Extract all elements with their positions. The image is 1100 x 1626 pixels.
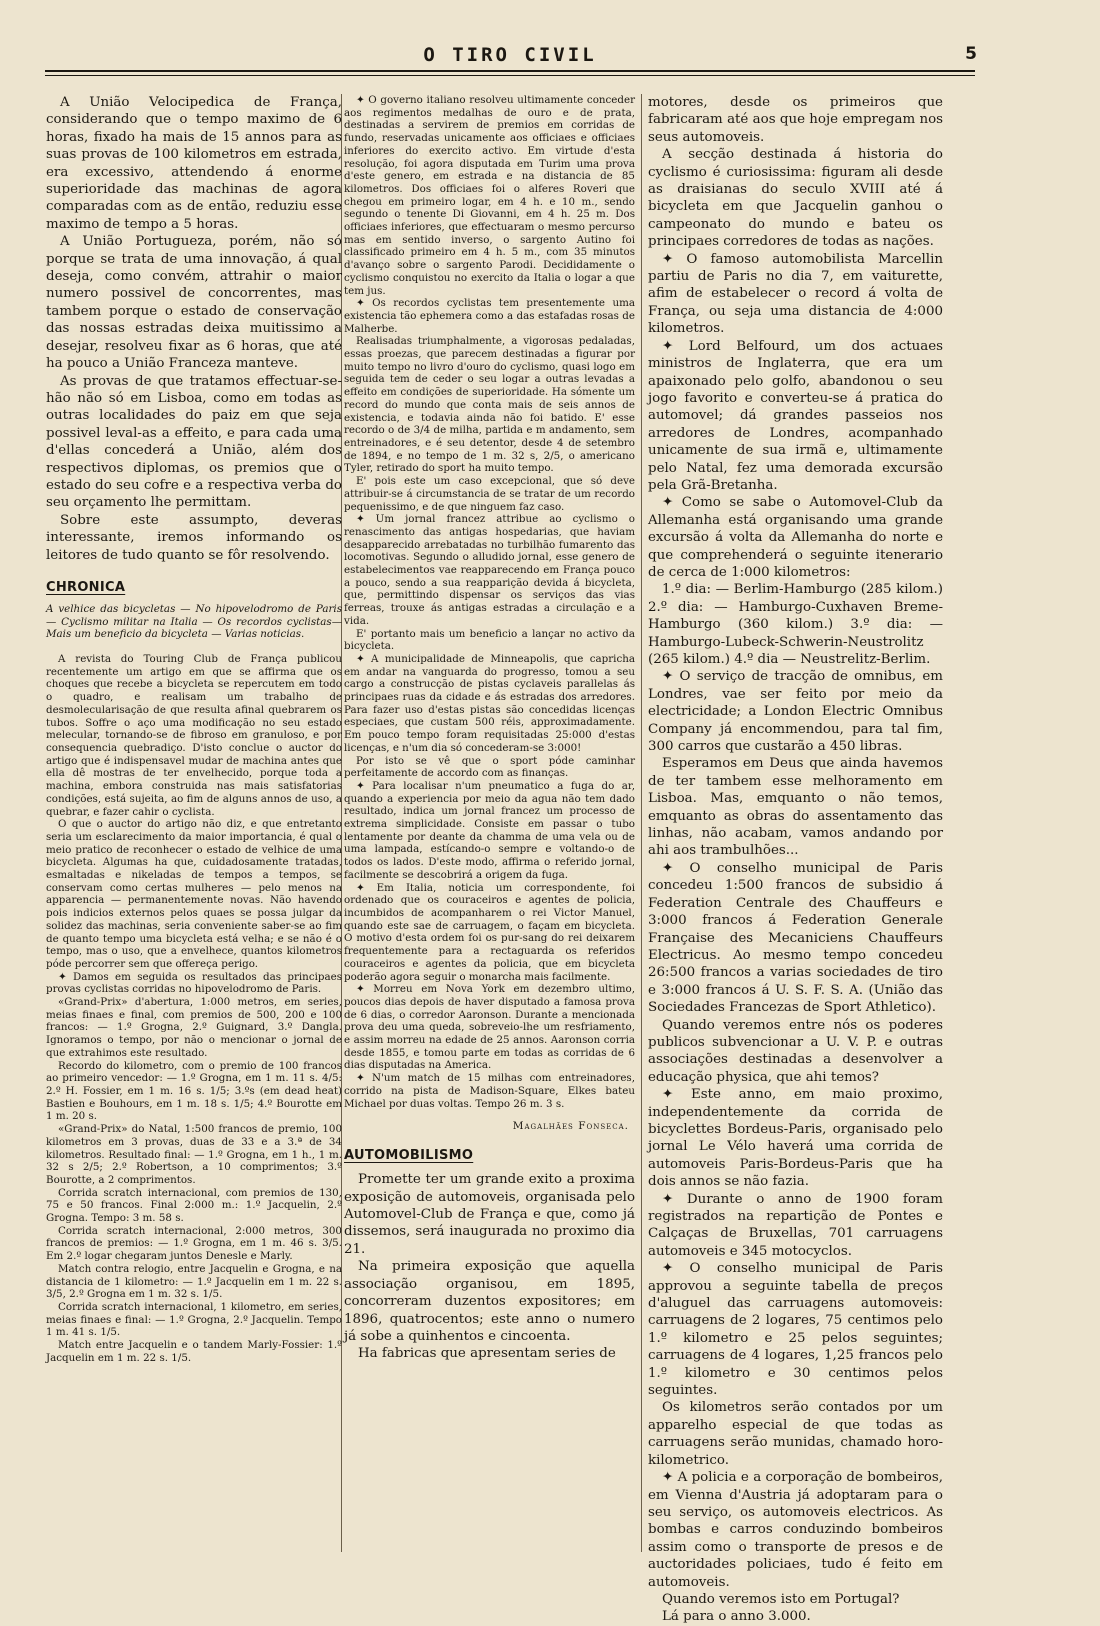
paragraph: As provas de que tratamos effectuar-se-hão não só em Lisboa, como em todas as outras localidades do paiz em que seja possivel leval-as a effeito, e para cada uma d'ellas concederá a União, além dos respectivos diplomas, os premios que o estado do seu cofre e a respectiva verba do seu orçamento lhe permittam. bbox=[46, 373, 342, 511]
paragraph: «Grand-Prix» do Natal, 1:500 francos de premio, 100 kilometros em 3 provas, duas de 33 e a 3.ª de 34 kilometros. Resultado final: — 1.º Grogna, em 1 h., 1 m. 32 s 2/5; 2.º Robertson, a 10 comprimentos; 3.º Bourotte, a 2 comprimentos. bbox=[46, 1123, 342, 1186]
paragraph: Esperamos em Deus que ainda havemos de ter tambem esse melhoramento em Lisboa. Mas, emquanto o não temos, emquanto as obras do assentamento das linhas, não acabam, vamos andando por ahi aos trambulhões... bbox=[648, 756, 943, 859]
paragraph: ✦ Durante o anno de 1900 foram registrados na repartição de Pontes e Calçaças de Bruxellas, 701 carruagens automoveis e 345 motocyclos. bbox=[648, 1191, 943, 1259]
paragraph: Corrida scratch internacional, 1 kilometro, em series, meias finaes e final: — 1.º Grogna, 2.º Jacquelin. Tempo 1 m. 41 s. 1/5. bbox=[46, 1300, 342, 1339]
paragraph: «Grand-Prix» d'abertura, 1:000 metros, em series, meias finaes e final, com premios de 500, 200 e 100 francos: — 1.º Grogna, 2.º Guignard, 3.º Dangla. Ignoramos o tempo, por não o mencionar o jornal de que extrahimos este resultado. bbox=[46, 996, 342, 1059]
paragraph: ✦ Em Italia, noticia um correspondente, foi ordenado que os couraceiros e agentes de policia, incumbidos de acompanharem o rei Victor Manuel, quando este sae de carruagem, o façam em bicycleta. O motivo d'esta ordem foi os pur-sang do rei deixarem frequentemente para a rectaguarda os referidos couraceiros e agentes da policia, que em bicycleta poderão agora seguir o monarcha mais facilmente. bbox=[344, 881, 635, 983]
paragraph: ✦ Um jornal francez attribue ao cyclismo o renascimento das antigas hospedarias, que haviam desapparecido arrebatadas no turbilhão fumarento das locomotivas. Segundo o alludido jornal, esse genero de estabelecimentos vae reapparecendo em França pouco a pouco, sendo a sua reapparição devida á bicycleta, que, permittindo dispensar os serviços das vias ferreas, trouxe ás antigas estradas a circulação e a vida. bbox=[344, 513, 635, 627]
paragraph: A União Portugueza, porém, não só porque se trata de uma innovação, á qual deseja, como convém, attrahir o maior numero possivel de concorrentes, mas tambem porque o estado de conservação das nossas estradas deixa muitissimo a desejar, resolveu fixar as 6 horas, que até ha pouco a União Franceza manteve. bbox=[46, 234, 342, 372]
paragraph: Sobre este assumpto, deveras interessante, iremos informando os leitores de tudo quanto se fôr resolvendo. bbox=[46, 512, 342, 563]
paragraph: ✦ O conselho municipal de Paris approvou a seguinte tabella de preços d'aluguel das carruagens automoveis: carruagens de 2 logares, 75 centimos pelo 1.º kilometro e 25 pelos seguintes; carruagens de 4 logares, 1,25 francos pelo 1.º kilometro e 30 centimos pelos seguintes. bbox=[648, 1261, 943, 1399]
paragraph: E' pois este um caso excepcional, que só deve attribuir-se á circumstancia de se tratar de um recordo pequenissimo, e de que ninguem faz caso. bbox=[344, 475, 635, 513]
paragraph: Realisadas triumphalmente, a vigorosas pedaladas, essas proezas, que parecem destinadas a figurar por muito tempo no livro d'ouro do cyclismo, quasi logo em seguida tem de ceder o seu logar a outras levadas a effeito em condições de superioridade. Ha sómente um record do mundo que conta mais de seis annos de existencia, e todavia ainda não foi batido. E' esse recordo o de 3/4 de milha, partida e m andamento, sem entreinadores, e é seu detentor, desde 4 de setembro de 1894, e no tempo de 1 m. 32 s, 2/5, o americano Tyler, retirado do sport ha muito tempo. bbox=[344, 335, 635, 475]
paragraph: Por isto se vê que o sport póde caminhar perfeitamente de accordo com as finanças. bbox=[344, 754, 635, 780]
automobilismo-continued bbox=[648, 94, 943, 1626]
paragraph: ✦ Damos em seguida os resultados das principaes provas cyclistas corridas no hipovelodromo de Paris. bbox=[46, 970, 342, 996]
paragraph: Promette ter um grande exito a proxima exposição de automoveis, organisada pelo Automovel-Club de França e que, como já dissemos, será inaugurada no proximo dia 21. bbox=[344, 1172, 635, 1257]
paragraph: ✦ O famoso automobilista Marcellin partiu de Paris no dia 7, em vaiturette, afim de estabelecer o record á volta de França, ou seja uma distancia de 4:000 kilometros. bbox=[648, 251, 943, 337]
paragraph: ✦ A policia e a corporação de bombeiros, em Vienna d'Austria já adoptaram para o seu serviço, os automoveis electricos. As bombas e carros conduzindo bombeiros assim como o transporte de presos e de auctoridades policiaes, tudo é feito em automoveis. bbox=[648, 1470, 943, 1590]
column-divider bbox=[641, 94, 642, 1552]
paragraph: ✦ O governo italiano resolveu ultimamente conceder aos regimentos medalhas de ouro e de prata, destinadas a servirem de premios em corridas de fundo, reservadas unicamente aos officiaes e officiaes inferiores do exercito activo. Em virtude d'esta resolução, foi agora disputada em Turim uma prova d'este genero, em estrada e na distancia de 85 kilometros. Dos officiaes foi o alferes Roveri que chegou em primeiro logar, em 4 h. e 10 m., sendo segundo o tenente Di Giovanni, em 4 h. 25 m. Dos officiaes inferiores, que effectuaram o mesmo percurso mas em sentido inverso, o sargento Autino foi classificado primeiro em 4 h. 5 m., com 35 minutos d'avanço sobre o sargento Parodi. Decididamente o cyclismo conquistou no exercito da Italia o logar a que tem jus. bbox=[344, 94, 635, 297]
newspaper-title: O TIRO CIVIL bbox=[423, 44, 597, 66]
chronica-continued bbox=[344, 94, 635, 1110]
automobilismo-body bbox=[344, 1171, 635, 1362]
paragraph: motores, desde os primeiros que fabricaram até aos que hoje empregam nos seus automoveis. bbox=[648, 95, 943, 145]
author-signature: Magalhães Fonseca. bbox=[512, 1120, 629, 1133]
paragraph: A secção destinada á historia do cyclismo é curiosissima: figuram ali desde as draisianas do seculo XVIII até á bicycleta em que Jacquelin ganhou o campeonato do mundo e bateu os principaes corredores de todas as nações. bbox=[648, 147, 943, 250]
paragraph: ✦ A municipalidade de Minneapolis, que capricha em andar na vanguarda do progresso, tomou a seu cargo a construcção de pistas cyclaveis parallelas ás principaes ruas da cidade e ás estradas dos arredores. Para fazer uso d'estas pistas são concedidas licenças especiaes, que custam 500 réis, approximadamente. Em pouco tempo foram requisitadas 25:000 d'estas licenças, e n'um dia só concederam-se 3:000! bbox=[344, 652, 635, 754]
column-1 bbox=[46, 94, 342, 1574]
paragraph: Quando veremos isto em Portugal? bbox=[662, 1591, 900, 1607]
paragraph: E' portanto mais um beneficio a lançar no activo da bicycleta. bbox=[344, 627, 635, 653]
paragraph: O que o auctor do artigo não diz, e que entretanto seria um esclarecimento da maior importancia, é qual o meio pratico de reconhecer o estado de velhice de uma bicycleta. Algumas ha que, cuidadosamente tratadas, esmaltadas e nikeladas de tempos a tempos, se conservam como certas mulheres — pelo menos na apparencia — permanentemente novas. Não havendo pois indicios externos pelos quaes se possa julgar da solidez das machinas, seria conveniente saber-se ao fim de quanto tempo uma bicycleta está velha; e se não é o tempo, mas o uso, que a envelhece, quantos kilometros póde percorrer sem que offereça perigo. bbox=[46, 818, 342, 970]
section-heading-chronica: CHRONICA bbox=[46, 579, 126, 595]
paragraph: ✦ N'um match de 15 milhas com entreinadores, corrido na pista de Madison-Square, Elkes bateu Michael por duas voltas. Tempo 26 m. 3 s. bbox=[344, 1072, 635, 1110]
paragraph: Recordo do kilometro, com o premio de 100 francos ao primeiro vencedor: — 1.º Grogna, em 1 m. 11 s. 4/5: 2.º H. Fossier, em 1 m. 16 s. 1/5; 3.ºs (em dead heat) Bastien e Bouhours, em 1 m. 18 s. 1/5; 4.º Bourotte em 1 m. 20 s. bbox=[46, 1059, 342, 1123]
paragraph: Na primeira exposição que aquella associação organisou, em 1895, concorreram duzentos expositores; em 1896, quatrocentos; este anno o numero já sobe a quinhentos e cincoenta. bbox=[344, 1259, 635, 1344]
paragraph: A revista do Touring Club de França publicou recentemente um artigo em que se affirma que os choques que recebe a bicycleta se repercutem em todo o quadro, e realisam um trabalho de desmolecularisação de que resulta afinal quebrarem os tubos. Soffre o aço uma modificação no seu estado melecular, tornando-se de fibroso em granuloso, e por consequencia quebradiço. D'isto conclue o auctor do artigo que é indispensavel mudar de machina antes que ella dê mostras de ter envelhecido, porque toda a machina, embora construida nas mais satisfatorias condições, está sujeita, ao fim de alguns annos de uso, a quebrar, e fazer cahir o cyclista. bbox=[46, 653, 342, 818]
paragraph: ✦ Lord Belfourd, um dos actuaes ministros de Inglaterra, que era um apaixonado pelo golfo, abandonou o seu jogo favorito e converteu-se á pratica do automovel; dá grandes passeios nos arredores de Londres, acompanhado unicamente de sua irmã e, ultimamente pelo Natal, fez uma demorada excursão pela Grã-Bretanha. bbox=[648, 338, 943, 493]
paragraph: ✦ Para localisar n'um pneumatico a fuga do ar, quando a experiencia por meio da agua não tem dado resultado, indica um jornal francez um processo de extrema simplicidade. Consiste em passar o tubo lentamente por deante da chamma de uma vela ou de uma lampada, estícando-o sempre e voltando-o de todos os lados. D'este modo, affirma o referido jornal, facilmente se descobrirá a origem da fuga. bbox=[344, 779, 635, 881]
chronica-summary: A velhice das bicycletas — No hipovelodromo de Paris — Cyclismo militar na Italia — Os recordos cyclistas—Mais um beneficio da bicycleta — Varias noticias. bbox=[46, 602, 342, 641]
article-uniao-velocipedica bbox=[46, 94, 342, 564]
column-3 bbox=[648, 94, 943, 1625]
paragraph: Os kilometros serão contados por um apparelho especial de que todas as carruagens serão munidas, chamado horo-kilometrico. bbox=[648, 1400, 943, 1468]
paragraph: Lá para o anno 3.000. bbox=[662, 1609, 811, 1625]
paragraph: Match entre Jacquelin e o tandem Marly-Fossier: 1.º Jacquelin em 1 m. 22 s. 1/5. bbox=[46, 1339, 342, 1364]
column-2 bbox=[344, 94, 635, 1574]
paragraph: 1.º dia: — Berlim-Hamburgo (285 kilom.) 2.º dia: — Hamburgo-Cuxhaven Breme-Hamburgo (360 kilom.) 3.º dia: — Hamburgo-Lubeck-Schwerin-Neustrolitz (265 kilom.) 4.º dia — Neustrelitz-Berlim. bbox=[648, 582, 943, 667]
paragraph: ✦ Como se sabe o Automovel-Club da Allemanha está organisando uma grande excursão á volta da Allemanha do norte e que comprehenderá o seguinte itenerario de cerca de 1:000 kilometros: bbox=[648, 495, 943, 580]
paragraph: Quando veremos entre nós os poderes publicos subvencionar a U. V. P. e outras associações destinadas a desenvolver a educação physica, que ahi temos? bbox=[648, 1017, 943, 1085]
paragraph: ✦ Morreu em Nova York em dezembro ultimo, poucos dias depois de haver disputado a famosa prova de 6 dias, o corredor Aaronson. Durante a mencionada prova deu uma queda, sobreveio-lhe um resfriamento, e assim morreu na edade de 25 annos. Aaronson corria desde 1855, e tomou parte em todas as corridas de 6 dias disputadas na America. bbox=[344, 983, 635, 1072]
chronica-body bbox=[46, 653, 342, 1364]
paragraph: Corrida scratch internacional, 2:000 metros, 300 francos de premios: — 1.º Grogna, em 1 m. 46 s. 3/5. Em 2.º logar chegaram juntos Denesle e Marly. bbox=[46, 1224, 342, 1263]
page-number: 5 bbox=[965, 44, 977, 64]
header-rule-thin bbox=[45, 75, 975, 76]
header-rule bbox=[45, 70, 975, 72]
paragraph: ✦ O conselho municipal de Paris concedeu 1:500 francos de subsidio á Federation Centrale des Chauffeurs e 3:000 francos á Federation Generale Française des Mecaniciens Chauffeurs Electricus. Ao mesmo tempo concedeu 26:500 francos a varias sociedades de tiro e 3:000 francos á U. S. F. S. A. (União das Sociedades Francezas de Sport Athletico). bbox=[648, 860, 943, 1016]
paragraph: Match contra relogio, entre Jacquelin e Grogna, e na distancia de 1 kilometro: — 1.º Jacquelin em 1 m. 22 s. 3/5, 2.º Grogna em 1 m. 32 s. 1/5. bbox=[46, 1262, 342, 1301]
paragraph: Corrida scratch internacional, com premios de 130, 75 e 50 francos. Final 2:000 m.: 1.º Jacquelin, 2.º Grogna. Tempo: 3 m. 58 s. bbox=[46, 1186, 342, 1225]
section-heading-automobilismo: AUTOMOBILISMO bbox=[344, 1148, 474, 1164]
paragraph: Ha fabricas que apresentam series de bbox=[358, 1346, 616, 1362]
paragraph: A União Velocipedica de França, considerando que o tempo maximo de 6 horas, fixado ha mais de 15 annos para as suas provas de 100 kilometros em estrada, era excessivo, attendendo á enorme superioridade das machinas de agora comparadas com as de então, reduziu esse maximo de tempo a 5 horas. bbox=[46, 95, 342, 232]
page-header bbox=[45, 40, 975, 74]
paragraph: ✦ Este anno, em maio proximo, independentemente da corrida de bicyclettes Bordeus-Paris, organisado pelo jornal Le Vélo haverá uma corrida de automoveis Paris-Bordeus-Paris que ha dois annos se não fazia. bbox=[648, 1087, 943, 1190]
paragraph: ✦ Os recordos cyclistas tem presentemente uma existencia tão ephemera como a das estafadas rosas de Malherbe. bbox=[344, 297, 635, 335]
paragraph: ✦ O serviço de tracção de omnibus, em Londres, vae ser feito por meio da electricidade; a London Electric Omnibus Company já encommendou, para tal fim, 300 carros que custarão a 450 libras. bbox=[648, 669, 943, 755]
